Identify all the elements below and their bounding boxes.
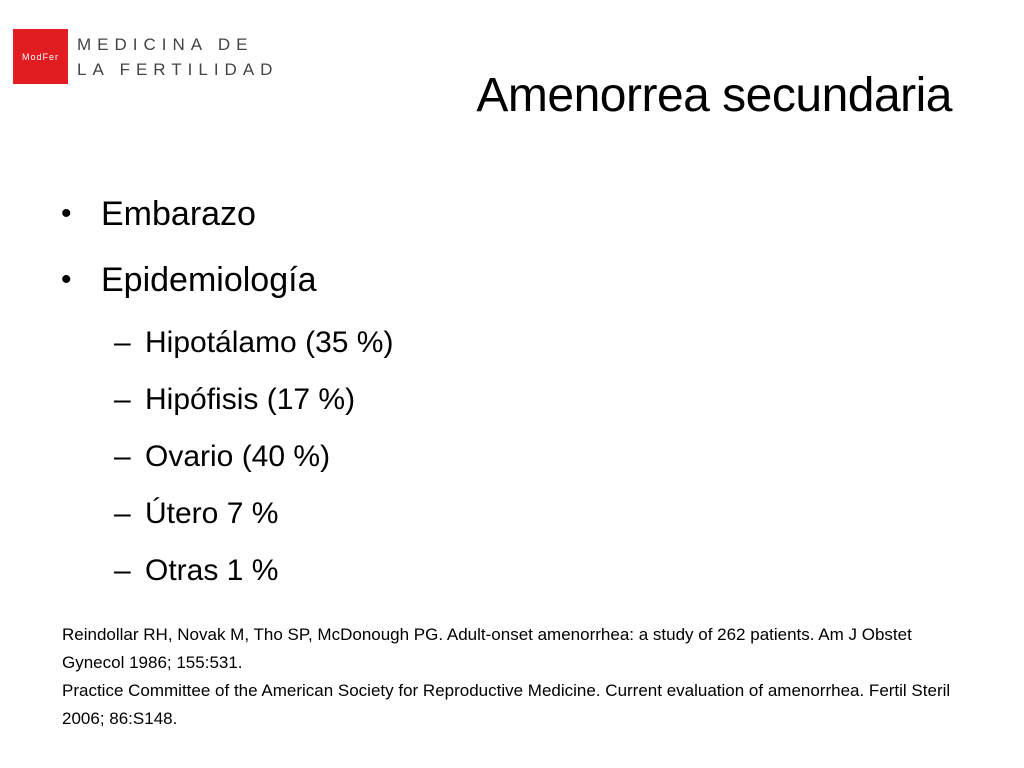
- reference-item: Reindollar RH, Novak M, Tho SP, McDonough PG. Adult-onset amenorrhea: a study of 262 patients. Am J Obstet Gynecol 1986; 155:531.: [62, 625, 912, 672]
- bullet-item: [61, 254, 961, 320]
- bullet-item: [61, 188, 961, 254]
- dash-icon: –: [114, 554, 131, 587]
- sub-bullet-item: [61, 491, 961, 548]
- sub-bullet-item: [61, 320, 961, 377]
- sub-bullet-text: Otras 1 %: [145, 554, 279, 587]
- bullet-icon: •: [61, 263, 72, 296]
- sub-bullet-text: Hipotálamo (35 %): [145, 326, 394, 359]
- slide-title: Amenorrea secundaria: [476, 69, 952, 122]
- sub-bullet-text: Ovario (40 %): [145, 440, 331, 473]
- dash-icon: –: [114, 440, 131, 473]
- references: [62, 621, 962, 733]
- bullet-text: Embarazo: [101, 195, 256, 233]
- sub-bullet-item: [61, 377, 961, 434]
- dash-icon: –: [114, 497, 131, 530]
- bullet-list: [61, 188, 961, 605]
- sub-bullet-item: [61, 548, 961, 605]
- bullet-icon: •: [61, 197, 72, 230]
- bullet-text: Epidemiología: [101, 261, 317, 299]
- dash-icon: –: [114, 383, 131, 416]
- dash-icon: –: [114, 326, 131, 359]
- logo-line-1: MEDICINA DE: [77, 34, 254, 54]
- sub-bullet-text: Hipófisis (17 %): [145, 383, 356, 416]
- reference-item: Practice Committee of the American Society for Reproductive Medicine. Current evaluation of amenorrhea. Fertil Steril 2006; 86:S148.: [62, 681, 951, 728]
- logo-line-2: LA FERTILIDAD: [77, 59, 279, 79]
- logo: [13, 29, 278, 84]
- sub-bullet-text: Útero 7 %: [145, 497, 279, 530]
- logo-wordmark: [77, 32, 278, 82]
- sub-bullet-item: [61, 434, 961, 491]
- logo-mark: [13, 29, 68, 84]
- logo-mark-text: ModFer: [21, 51, 59, 62]
